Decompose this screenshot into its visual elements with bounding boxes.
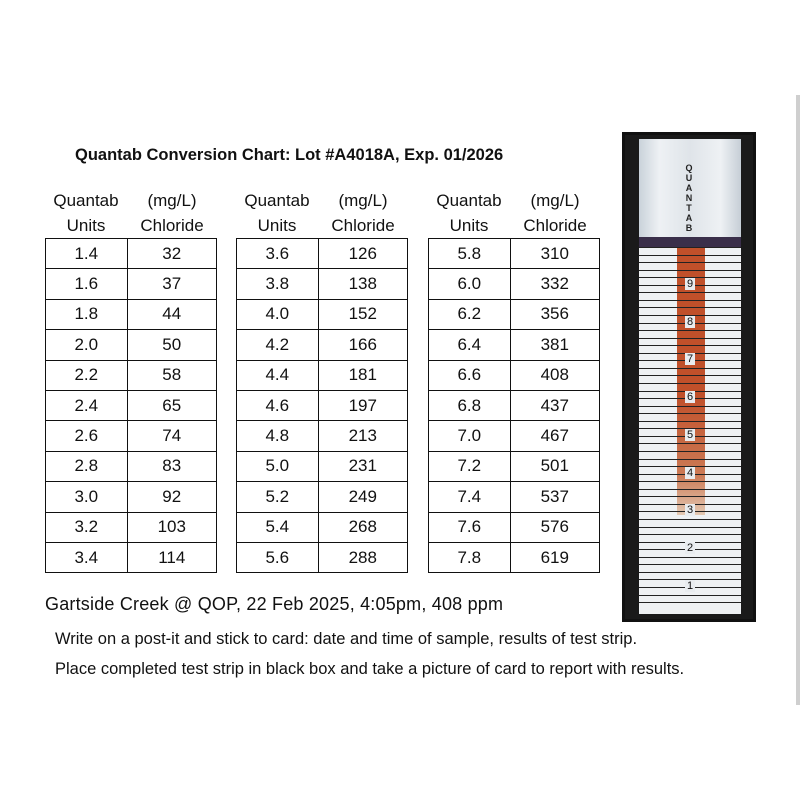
table-row	[429, 299, 600, 329]
table-row	[429, 330, 600, 360]
scale-major-mark	[639, 279, 741, 290]
units-header-line2: Units	[257, 216, 297, 235]
chloride-cell: 74	[127, 421, 216, 451]
scale-tick	[639, 262, 741, 263]
chloride-cell: 50	[127, 330, 216, 360]
chloride-cell: 126	[318, 239, 407, 269]
chloride-cell: 310	[510, 239, 599, 269]
scale-major-mark	[639, 430, 741, 441]
units-header-line1: Quantab	[244, 191, 310, 210]
table-row	[237, 390, 408, 420]
conversion-table-3	[428, 188, 600, 573]
chloride-cell: 288	[318, 542, 407, 572]
strip-brand-letter: N	[685, 193, 693, 203]
chloride-cell: 103	[127, 512, 216, 542]
chart-title: Quantab Conversion Chart: Lot #A4018A, Exp. 01/2026	[75, 146, 504, 164]
chloride-cell: 249	[318, 482, 407, 512]
strip-endpoint-band	[639, 237, 741, 247]
sample-note: Gartside Creek @ QOP, 22 Feb 2025, 4:05pm, 408 ppm	[45, 594, 504, 614]
quantab-units-cell: 7.4	[429, 482, 511, 512]
chloride-cell: 197	[318, 390, 407, 420]
quantab-units-cell: 2.6	[46, 421, 128, 451]
chloride-cell: 58	[127, 360, 216, 390]
chloride-cell: 138	[318, 269, 407, 299]
scale-label: 5	[686, 428, 694, 441]
quantab-units-cell: 3.6	[237, 239, 319, 269]
scale-tick	[639, 496, 741, 497]
scale-tick	[639, 572, 741, 573]
scale-tick	[639, 595, 741, 596]
quantab-units-cell: 6.4	[429, 330, 511, 360]
scale-tick	[639, 255, 741, 256]
conversion-table-2	[236, 188, 408, 573]
quantab-units-cell: 4.4	[237, 360, 319, 390]
scale-tick	[639, 368, 741, 369]
scale-major-mark	[639, 505, 741, 516]
chloride-cell: 576	[510, 512, 599, 542]
table-row	[429, 239, 600, 269]
table-row	[46, 512, 217, 542]
quantab-units-cell: 5.0	[237, 451, 319, 481]
scale-tick	[639, 564, 741, 565]
table-row	[237, 542, 408, 572]
table-row	[429, 542, 600, 572]
chloride-header-line1: (mg/L)	[147, 191, 197, 210]
chloride-cell: 619	[510, 542, 599, 572]
table-row	[46, 421, 217, 451]
conversion-table-1	[45, 188, 217, 573]
chloride-cell: 83	[127, 451, 216, 481]
chloride-cell: 501	[510, 451, 599, 481]
chloride-cell: 92	[127, 482, 216, 512]
table-header	[236, 188, 408, 238]
scale-label: 4	[686, 466, 694, 479]
chloride-cell: 166	[318, 330, 407, 360]
strip-brand-letter: T	[686, 203, 692, 213]
chloride-cell: 181	[318, 360, 407, 390]
strip-brand-letter: A	[685, 183, 693, 193]
scale-label: 8	[686, 315, 694, 328]
table-row	[46, 542, 217, 572]
scale-tick	[639, 247, 741, 248]
scale-tick	[639, 383, 741, 384]
quantab-units-cell: 4.2	[237, 330, 319, 360]
table-row	[429, 512, 600, 542]
table-row	[237, 269, 408, 299]
chloride-cell: 356	[510, 299, 599, 329]
strip-brand-letter: U	[685, 173, 693, 183]
chloride-cell: 37	[127, 269, 216, 299]
scale-tick	[639, 270, 741, 271]
conversion-table	[428, 238, 600, 573]
scale-tick	[639, 406, 741, 407]
units-header-line1: Quantab	[436, 191, 502, 210]
table-row	[237, 421, 408, 451]
units-header-line1: Quantab	[53, 191, 119, 210]
scale-tick	[639, 489, 741, 490]
scale-tick	[639, 345, 741, 346]
scale-tick	[639, 338, 741, 339]
quantab-units-cell: 7.8	[429, 542, 511, 572]
chloride-cell: 408	[510, 360, 599, 390]
instruction-line-2: Place completed test strip in black box and take a picture of card to report with results.	[55, 660, 685, 678]
quantab-test-strip	[639, 139, 741, 614]
table-row	[46, 330, 217, 360]
scale-tick	[639, 443, 741, 444]
strip-brand-text	[683, 163, 695, 233]
scale-major-mark	[639, 354, 741, 365]
quantab-units-cell: 3.0	[46, 482, 128, 512]
scale-tick	[639, 451, 741, 452]
table-row	[46, 360, 217, 390]
quantab-units-cell: 7.6	[429, 512, 511, 542]
chloride-cell: 152	[318, 299, 407, 329]
quantab-units-cell: 1.4	[46, 239, 128, 269]
scale-tick	[639, 330, 741, 331]
quantab-units-cell: 3.2	[46, 512, 128, 542]
chloride-cell: 32	[127, 239, 216, 269]
scale-label: 2	[686, 542, 694, 555]
quantab-units-cell: 2.8	[46, 451, 128, 481]
scan-edge	[796, 95, 800, 705]
table-row	[429, 269, 600, 299]
quantab-units-cell: 6.2	[429, 299, 511, 329]
scale-tick	[639, 292, 741, 293]
chloride-cell: 231	[318, 451, 407, 481]
table-header	[45, 188, 217, 238]
table-header	[428, 188, 600, 238]
chloride-cell: 268	[318, 512, 407, 542]
scale-tick	[639, 527, 741, 528]
chloride-cell: 537	[510, 482, 599, 512]
conversion-table	[45, 238, 217, 573]
strip-brand-letter: B	[685, 223, 693, 233]
scale-label: 9	[686, 277, 694, 290]
quantab-units-cell: 2.4	[46, 390, 128, 420]
instruction-line-1: Write on a post-it and stick to card: date and time of sample, results of test strip.	[55, 630, 638, 648]
table-row	[237, 451, 408, 481]
table-row	[429, 482, 600, 512]
strip-brand-letter: Q	[685, 163, 693, 173]
table-row	[46, 451, 217, 481]
chloride-cell: 65	[127, 390, 216, 420]
chloride-cell: 437	[510, 390, 599, 420]
scale-tick	[639, 519, 741, 520]
quantab-units-cell: 5.4	[237, 512, 319, 542]
scale-label: 7	[686, 353, 694, 366]
scale-major-mark	[639, 468, 741, 479]
table-row	[237, 239, 408, 269]
table-row	[429, 421, 600, 451]
quantab-units-cell: 4.8	[237, 421, 319, 451]
table-row	[46, 239, 217, 269]
quantab-units-cell: 2.2	[46, 360, 128, 390]
quantab-units-cell: 3.4	[46, 542, 128, 572]
quantab-units-cell: 3.8	[237, 269, 319, 299]
table-row	[237, 299, 408, 329]
quantab-units-cell: 4.0	[237, 299, 319, 329]
units-header-line2: Units	[66, 216, 106, 235]
table-row	[429, 390, 600, 420]
quantab-units-cell: 5.6	[237, 542, 319, 572]
quantab-units-cell: 1.8	[46, 299, 128, 329]
scale-major-mark	[639, 581, 741, 592]
scale-label: 3	[686, 504, 694, 517]
chloride-cell: 332	[510, 269, 599, 299]
units-header-line2: Units	[449, 216, 489, 235]
quantab-units-cell: 5.8	[429, 239, 511, 269]
table-row	[46, 390, 217, 420]
table-row	[429, 360, 600, 390]
chloride-cell: 44	[127, 299, 216, 329]
table-row	[237, 330, 408, 360]
chloride-cell: 467	[510, 421, 599, 451]
scale-tick	[639, 413, 741, 414]
quantab-units-cell: 4.6	[237, 390, 319, 420]
quantab-units-cell: 5.2	[237, 482, 319, 512]
scale-tick	[639, 481, 741, 482]
scale-tick	[639, 602, 741, 603]
table-row	[237, 512, 408, 542]
chloride-header-line2: Chloride	[331, 216, 395, 235]
chloride-header-line2: Chloride	[140, 216, 204, 235]
table-row	[46, 482, 217, 512]
table-row	[46, 299, 217, 329]
quantab-units-cell: 2.0	[46, 330, 128, 360]
scale-tick	[639, 375, 741, 376]
quantab-units-cell: 6.0	[429, 269, 511, 299]
scale-major-mark	[639, 392, 741, 403]
scale-label: 1	[686, 580, 694, 592]
table-row	[237, 482, 408, 512]
test-strip-box	[622, 132, 756, 622]
table-row	[237, 360, 408, 390]
strip-brand-letter: A	[685, 213, 693, 223]
chloride-cell: 381	[510, 330, 599, 360]
quantab-units-cell: 7.2	[429, 451, 511, 481]
scale-label: 6	[686, 391, 694, 404]
quantab-units-cell: 7.0	[429, 421, 511, 451]
chloride-header-line2: Chloride	[523, 216, 587, 235]
chloride-header-line1: (mg/L)	[530, 191, 580, 210]
table-row	[46, 269, 217, 299]
scale-tick	[639, 421, 741, 422]
chloride-cell: 213	[318, 421, 407, 451]
conversion-table	[236, 238, 408, 573]
table-row	[429, 451, 600, 481]
scale-major-mark	[639, 543, 741, 554]
quantab-units-cell: 6.8	[429, 390, 511, 420]
scale-major-mark	[639, 317, 741, 328]
scale-tick	[639, 307, 741, 308]
chloride-cell: 114	[127, 542, 216, 572]
scale-tick	[639, 300, 741, 301]
scale-tick	[639, 534, 741, 535]
quantab-units-cell: 1.6	[46, 269, 128, 299]
scale-tick	[639, 557, 741, 558]
scale-tick	[639, 459, 741, 460]
quantab-units-cell: 6.6	[429, 360, 511, 390]
chloride-header-line1: (mg/L)	[338, 191, 388, 210]
